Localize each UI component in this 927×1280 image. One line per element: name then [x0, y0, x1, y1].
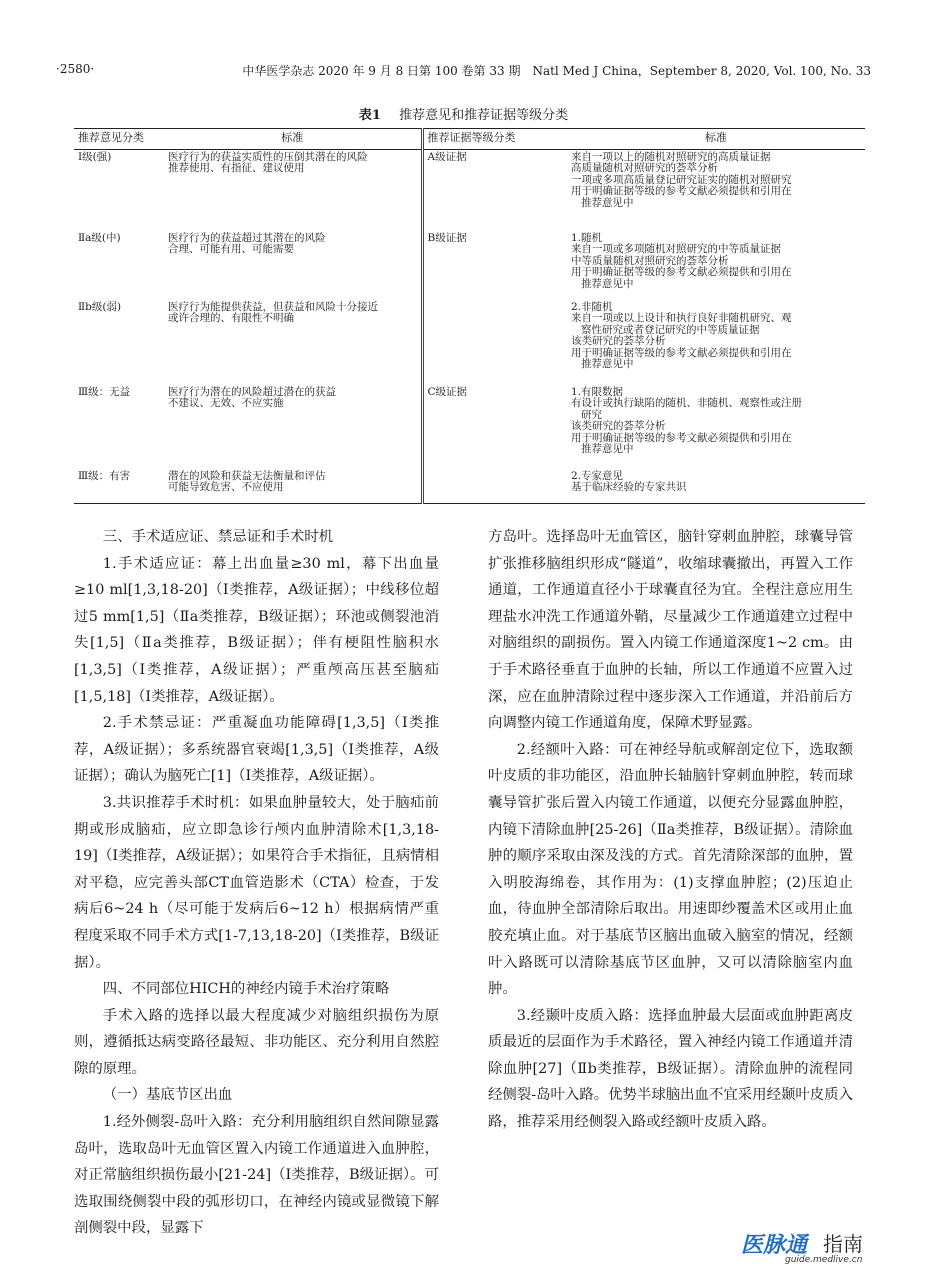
paragraph: 1.手术适应证：幕上出血量≥30 ml，幕下出血量≥10 ml[1,3,18-20]（Ⅰ类推荐，A级证据）；中线移位超过5 mm[1,5]（Ⅱa类推荐，B级证据）；环池或侧裂池消失[1,5]（Ⅱa类推荐，B级证据）；伴有梗阻性脑积水[1,3,5]（Ⅰ类推荐，A级证据）；严重颅高压甚至脑疝[1,5,18]（Ⅰ类推荐，A级证据）。 — [74, 555, 439, 705]
left-column — [74, 524, 439, 1242]
standard-line: 有设计或执行缺陷的随机、非随机、观察性或注册 — [571, 397, 802, 409]
standard-line: 2.非随机 — [571, 300, 613, 313]
page-number: ·2580· — [56, 62, 95, 76]
standard-line: 1.随机 — [571, 231, 603, 244]
right-column — [488, 524, 853, 1136]
running-header — [56, 62, 871, 82]
evidence-class-cell: A级证据 — [427, 150, 467, 163]
standard-line: 推荐意见中 — [581, 196, 634, 209]
header-evidence-standard: 标准 — [567, 129, 865, 150]
evidence-class-cell: B级证据 — [427, 231, 467, 244]
standard-line: 医疗行为潜在的风险超过潜在的获益 — [168, 385, 336, 398]
standard-line: 来自一项以上的随机对照研究的高质量证据 — [571, 150, 771, 163]
standard-line: 推荐意见中 — [581, 358, 634, 370]
table-row — [74, 385, 865, 469]
publisher-logo — [741, 1226, 871, 1274]
standard-line: 该类研究的荟萃分析 — [571, 420, 666, 432]
logo-brand-suffix: 指南 — [823, 1232, 863, 1256]
rec-standard-cell — [164, 149, 422, 231]
standard-line: 研究 — [581, 408, 602, 421]
logo-brand: 医脉通 — [741, 1233, 808, 1258]
paragraph: 1.经外侧裂-岛叶入路：充分利用脑组织自然间隙显露岛叶，选取岛叶无血管区置入内镜工作通道进入血肿腔，对正常脑组织损伤最小[21-24]（Ⅰ类推荐，B级证据）。可选取围绕侧裂中段的弧形切口，在神经内镜或显微镜下解剖侧裂中段，显露下 — [74, 1114, 439, 1237]
journal-citation: 中华医学杂志 2020 年 9 月 8 日第 100 卷第 33 期 Natl Med J China，September 8, 2020, Vol. 100, No. 33 — [242, 64, 871, 78]
standard-line: 来自一项或多项随机对照研究的中等质量证据 — [571, 243, 781, 255]
evidence-class-cell: C级证据 — [427, 385, 468, 398]
standard-line: 用于明确证据等级的参考文献必须提供和引用在 — [571, 346, 792, 359]
standard-line: 来自一项或以上设计和执行良好非随机研究、观 — [571, 312, 792, 324]
table-caption — [0, 104, 927, 123]
standard-line: 1.有限数据 — [571, 385, 624, 398]
paragraph: 方岛叶。选择岛叶无血管区，脑针穿刺血肿腔，球囊导管扩张推移脑组织形成“隧道”，收缩球囊撤出，再置入工作通道，工作通道直径小于球囊直径为宜。全程注意应用生理盐水冲洗工作通道外鞘，尽量减少工作通道建立过程中对脑组织的副损伤。置入内镜工作通道深度1~2 cm。由于手术路径垂直于血肿的长轴，所以工作通道不应置入过深，应在血肿清除过程中逐步深入工作通道，并沿前后方向调整内镜工作通道角度，保障术野显露。 — [488, 529, 853, 732]
rec-class-cell: Ⅱa级(中) — [78, 231, 121, 244]
standard-line: 2.专家意见 — [571, 469, 624, 482]
standard-line: 用于明确证据等级的参考文献必须提供和引用在 — [571, 431, 792, 444]
logo-url: guide.medlive.cn — [785, 1255, 863, 1265]
standard-line: 该类研究的荟萃分析 — [571, 335, 666, 347]
standard-line: 一项或多项高质量登记研究证实的随机对照研究 — [571, 173, 792, 186]
header-rec-standard: 标准 — [164, 129, 422, 150]
standard-line: 医疗行为的获益超过其潜在的风险 — [168, 231, 326, 244]
evidence-standard-cell — [567, 385, 865, 469]
standard-line: 潜在的风险和获益无法衡量和评估 — [168, 469, 326, 482]
paragraph: 2.手术禁忌证：严重凝血功能障碍[1,3,5]（Ⅰ类推荐，A级证据）；多系统器官衰竭[1,3,5]（Ⅰ类推荐，A级证据）；确认为脑死亡[1]（Ⅰ类推荐，A级证据）。 — [74, 715, 439, 785]
table-header-row — [74, 129, 865, 150]
rec-standard-cell — [164, 300, 422, 385]
standard-line: 或许合理的、有限性不明确 — [168, 312, 294, 324]
section-heading: 四、不同部位HICH的神经内镜手术治疗策略 — [102, 981, 390, 998]
table-row — [74, 469, 865, 504]
standard-line: 不建议、无效、不应实施 — [168, 397, 284, 409]
standard-line: 合理、可能有用、可能需要 — [168, 243, 294, 255]
evidence-standard-cell — [567, 149, 865, 231]
table-row — [74, 149, 865, 231]
header-evidence-class: 推荐证据等级分类 — [422, 129, 567, 150]
standard-line: 可能导致危害、不应使用 — [168, 481, 284, 493]
rec-class-cell: Ⅲ级：无益 — [78, 385, 131, 398]
paragraph: 3.共识推荐手术时机：如果血肿量较大，处于脑疝前期或形成脑疝，应立即急诊行颅内血肿清除术[1,3,18-19]（Ⅰ类推荐，A级证据）；如果符合手术指征，且病情相对平稳，应完善头部CT血管造影术（CTA）检查，于发病后6~24 h（尽可能于发病后6~12 h）根据病情严重程度采取不同手术方式[1-7,13,18-20]（Ⅰ类推荐，B级证据）。 — [74, 794, 439, 971]
subsection-heading: （一）基底节区出血 — [102, 1087, 233, 1104]
table-row — [74, 300, 865, 385]
rec-class-cell: Ⅰ级(强) — [78, 150, 112, 163]
rec-class-cell: Ⅱb级(弱) — [78, 300, 122, 313]
standard-line: 高质量随机对照研究的荟萃分析 — [571, 162, 718, 174]
evidence-standard-cell — [567, 469, 865, 504]
table-row — [74, 231, 865, 300]
rec-class-cell: Ⅲ级：有害 — [74, 469, 164, 504]
evidence-class-cell — [422, 469, 567, 504]
section-heading: 三、手术适应证、禁忌证和手术时机 — [102, 529, 334, 545]
standard-line: 中等质量随机对照研究的荟萃分析 — [571, 254, 729, 267]
paragraph: 3.经颞叶皮质入路：选择血肿最大层面或血肿距离皮质最近的层面作为手术路径，置入神经内镜工作通道并清除血肿[27]（Ⅱb类推荐，B级证据）。清除血肿的流程同经侧裂-岛叶入路。优势半球脑出血不宜采用经颞叶皮质入路，推荐采用经侧裂入路或经额叶皮质入路。 — [488, 1007, 853, 1131]
header-rec-class: 推荐意见分类 — [74, 129, 164, 150]
table-label: 表1 — [358, 108, 381, 123]
evidence-class-cell — [422, 300, 567, 385]
standard-line: 医疗行为能提供获益，但获益和风险十分接近 — [168, 300, 378, 313]
grading-table — [74, 128, 865, 504]
paragraph: 2.经额叶入路：可在神经导航或解剖定位下，选取额叶皮质的非功能区，沿血肿长轴脑针穿刺血肿腔，转而球囊导管扩张后置入内镜工作通道，以便充分显露血肿腔，内镜下清除血肿[25-26]（Ⅱa类推荐，B级证据）。清除血肿的顺序采取由深及浅的方式。首先清除深部的血肿，置入明胶海绵卷，其作用为：(1)支撑血肿腔；(2)压迫止血，待血肿全部清除后取出。用速即纱覆盖术区或用止血胶充填止血。对于基底节区脑出血破入脑室的情况，经额叶入路既可以清除基底节区血肿，又可以清除脑室内血肿。 — [488, 741, 853, 998]
rec-standard-cell — [164, 469, 422, 504]
evidence-standard-cell — [567, 231, 865, 300]
standard-line: 用于明确证据等级的参考文献必须提供和引用在 — [571, 266, 792, 278]
standard-line: 用于明确证据等级的参考文献必须提供和引用在 — [571, 185, 792, 197]
standard-line: 医疗行为的获益实质性的压倒其潜在的风险 — [168, 150, 368, 163]
rec-standard-cell — [164, 385, 422, 469]
standard-line: 察性研究或者登记研究的中等质量证据 — [581, 323, 760, 336]
rec-standard-cell — [164, 231, 422, 300]
standard-line: 推荐意见中 — [581, 277, 634, 290]
standard-line: 推荐使用、有指征、建议使用 — [168, 162, 305, 174]
paragraph: 手术入路的选择以最大程度减少对脑组织损伤为原则，遵循抵达病变路径最短、非功能区、充分利用自然腔隙的原理。 — [74, 1007, 439, 1077]
table-title: 推荐意见和推荐证据等级分类 — [399, 108, 569, 123]
evidence-standard-cell — [567, 300, 865, 385]
standard-line: 推荐意见中 — [581, 443, 634, 455]
standard-line: 基于临床经验的专家共识 — [571, 481, 687, 493]
